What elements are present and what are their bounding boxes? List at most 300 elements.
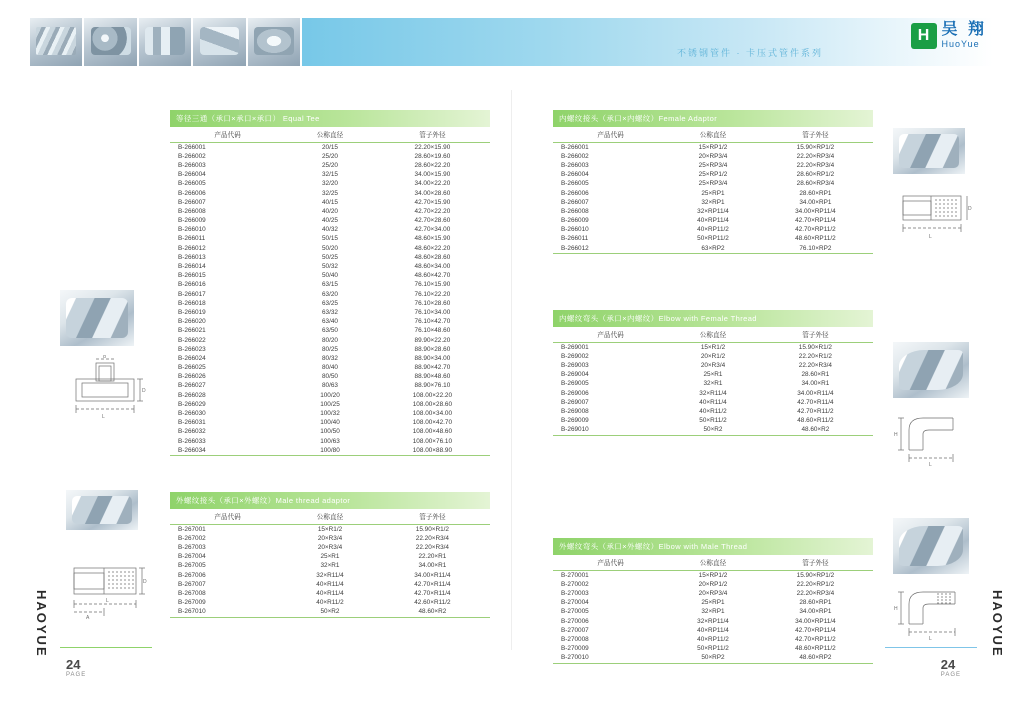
product-photo-elbow-male [893, 518, 969, 574]
table-body-equal-tee [170, 143, 490, 456]
table-row [170, 180, 490, 189]
cell-code: B-270001 [561, 571, 589, 579]
cell-od: 88.90×34.00 [414, 354, 451, 362]
cell-dn: 40×R11/4 [316, 580, 344, 588]
table-row [170, 226, 490, 235]
cell-od: 42.70×RP11/2 [795, 635, 836, 643]
cell-dn: 80/20 [321, 336, 338, 344]
table-row [170, 217, 490, 226]
cell-dn: 15×RP1/2 [698, 143, 728, 151]
cell-code: B-266009 [178, 217, 206, 225]
footer-brand-left: HAOYUE [34, 590, 49, 658]
cell-code: B-266005 [561, 180, 589, 188]
table-row [553, 417, 873, 426]
cell-dn: 40×RP11/2 [697, 226, 729, 234]
table-row [170, 244, 490, 253]
table-male-adaptor [170, 509, 490, 617]
product-photo-elbow-female [893, 342, 969, 398]
cell-code: B-266014 [178, 263, 206, 271]
cell-dn: 15×R1/2 [700, 343, 726, 351]
cell-od: 108.00×42.70 [412, 419, 453, 427]
cell-code: B-269002 [561, 352, 589, 360]
company-logo [911, 22, 987, 51]
cell-code: B-266023 [178, 345, 206, 353]
cell-od: 15.90×R1/2 [798, 343, 832, 351]
cell-dn: 32×RP1 [701, 198, 725, 206]
cell-code: B-266003 [561, 161, 589, 169]
cell-od: 42.70×RP11/4 [795, 626, 836, 634]
cell-od: 42.70×R11/4 [797, 398, 834, 406]
cell-od: 48.60×15.90 [414, 235, 451, 243]
cell-od: 22.20×R3/4 [798, 361, 832, 369]
cell-od: 48.60×R2 [801, 426, 830, 434]
cell-dn: 20×RP3/4 [698, 589, 728, 597]
drawing-elbow-female [893, 404, 973, 466]
cell-dn: 32×RP11/4 [697, 617, 729, 625]
cell-dn: 20×R3/4 [700, 361, 726, 369]
cell-od: 22.20×RP1/2 [796, 580, 835, 588]
cell-code: B-267004 [178, 553, 206, 561]
svg-text:L: L [106, 598, 109, 604]
cell-od: 108.00×22.20 [412, 391, 453, 399]
section-title-elbow-female: 内螺纹弯头（承口×内螺纹）Elbow with Female Thread [553, 310, 873, 327]
page-word-left: PAGE [66, 672, 87, 678]
cell-code: B-266030 [178, 410, 206, 418]
table-equal-tee [170, 127, 490, 455]
table-row [170, 446, 490, 455]
cell-od: 34.00×R11/4 [414, 571, 451, 579]
cell-code: B-267007 [178, 580, 206, 588]
cell-code: B-266015 [178, 272, 206, 280]
cell-od: 76.10×48.60 [414, 327, 451, 335]
table-header-row [553, 127, 873, 143]
section-elbow-female [553, 310, 873, 436]
cell-od: 34.00×RP11/4 [795, 207, 836, 215]
cell-code: B-266016 [178, 281, 206, 289]
cell-od: 108.00×28.60 [412, 400, 453, 408]
cell-dn: 25×RP1 [701, 189, 725, 197]
cell-od: 108.00×48.60 [412, 428, 453, 436]
banner-photo-elbow [193, 18, 245, 66]
cell-od: 22.20×R1/2 [798, 352, 832, 360]
table-row [553, 189, 873, 198]
cell-dn: 25×RP3/4 [698, 161, 728, 169]
banner-gradient-bar [302, 18, 993, 66]
cell-code: B-269008 [561, 407, 589, 415]
cell-dn: 20×RP1/2 [698, 580, 728, 588]
cell-od: 108.00×76.10 [412, 437, 453, 445]
table-row [170, 364, 490, 373]
table-header-row [170, 127, 490, 143]
table-row [553, 171, 873, 180]
footer-page-left [66, 657, 86, 678]
cell-od: 34.00×RP1 [799, 198, 832, 206]
cell-dn: 40/32 [321, 226, 338, 234]
cell-code: B-266008 [561, 207, 589, 215]
cell-code: B-266017 [178, 290, 206, 298]
cell-code: B-266009 [561, 217, 589, 225]
table-row [170, 400, 490, 409]
cell-dn: 40/15 [321, 198, 338, 206]
table-header-row [170, 509, 490, 525]
cell-dn: 100/80 [320, 446, 340, 454]
cell-code: B-267009 [178, 599, 206, 607]
svg-text:L: L [929, 462, 932, 466]
table-row [553, 180, 873, 189]
cell-code: B-269009 [561, 417, 589, 425]
cell-od: 88.90×48.60 [414, 373, 451, 381]
cell-dn: 50×RP11/2 [697, 235, 729, 243]
svg-text:H: H [894, 432, 898, 438]
cell-code: B-266006 [561, 189, 589, 197]
table-row [170, 373, 490, 382]
cell-dn: 20/15 [321, 143, 338, 151]
table-row [170, 318, 490, 327]
cell-code: B-266004 [561, 171, 589, 179]
cell-dn: 50×RP11/2 [697, 645, 729, 653]
cell-dn: 40×R11/4 [316, 589, 344, 597]
table-row [553, 198, 873, 207]
cell-od: 42.70×RP11/4 [795, 217, 836, 225]
footer-rule-left [60, 647, 152, 648]
product-photo-male-adaptor [66, 490, 138, 530]
cell-code: B-266003 [178, 161, 206, 169]
table-row [170, 143, 490, 153]
table-row [553, 217, 873, 226]
cell-code: B-267001 [178, 525, 206, 533]
cell-code: B-266022 [178, 336, 206, 344]
table-row [553, 589, 873, 598]
col-code: 产品代码 [170, 509, 285, 525]
cell-code: B-266002 [178, 152, 206, 160]
cell-od: 22.20×RP3/4 [796, 589, 835, 597]
cell-dn: 40×R11/4 [699, 398, 727, 406]
cell-od: 76.10×28.60 [414, 299, 451, 307]
cell-code: B-270007 [561, 626, 589, 634]
table-row [170, 336, 490, 345]
cell-od: 108.00×88.90 [412, 446, 453, 454]
table-row [553, 207, 873, 216]
page-banner [30, 18, 993, 66]
section-male-adaptor [170, 492, 490, 618]
cell-code: B-269003 [561, 361, 589, 369]
cell-od: 28.60×RP1/2 [796, 171, 835, 179]
cell-dn: 40/25 [321, 217, 338, 225]
cell-code: B-266011 [561, 235, 589, 243]
table-row [553, 389, 873, 398]
svg-text:H: H [894, 606, 898, 612]
col-dn: 公称直径 [668, 127, 758, 143]
cell-dn: 63/25 [321, 299, 338, 307]
cell-od: 34.00×15.90 [414, 171, 451, 179]
cell-od: 22.20×R3/4 [415, 543, 449, 551]
cell-dn: 32/20 [321, 180, 338, 188]
page-number-left: 24 [66, 657, 81, 672]
table-row [170, 272, 490, 281]
cell-od: 34.00×R1 [801, 380, 830, 388]
table-row [170, 281, 490, 290]
table-row [553, 244, 873, 253]
cell-dn: 32×R11/4 [316, 571, 344, 579]
cell-od: 88.90×42.70 [414, 364, 451, 372]
cell-od: 42.60×R11/2 [414, 599, 451, 607]
cell-code: B-266005 [178, 180, 206, 188]
svg-text:L: L [929, 636, 932, 640]
table-row [553, 571, 873, 581]
cell-dn: 63×RP2 [701, 244, 725, 252]
cell-code: B-269010 [561, 426, 589, 434]
cell-od: 22.20×15.90 [414, 143, 451, 151]
cell-od: 34.00×22.20 [414, 180, 451, 188]
cell-code: B-266006 [178, 189, 206, 197]
banner-photo-fitting-group [84, 18, 136, 66]
cell-dn: 25×R1 [703, 371, 723, 379]
cell-dn: 40×R11/2 [316, 599, 344, 607]
table-row [170, 308, 490, 317]
cell-od: 48.60×R11/2 [797, 417, 834, 425]
drawing-elbow-male [893, 578, 973, 640]
table-row [553, 226, 873, 235]
col-od: 管子外径 [375, 127, 490, 143]
section-elbow-male [553, 538, 873, 664]
cell-code: B-266020 [178, 318, 206, 326]
banner-photo-assorted [248, 18, 300, 66]
col-code: 产品代码 [170, 127, 285, 143]
cell-od: 48.60×RP11/2 [795, 645, 836, 653]
cell-code: B-269004 [561, 371, 589, 379]
table-row [170, 553, 490, 562]
table-row [170, 198, 490, 207]
cell-code: B-266011 [178, 235, 206, 243]
table-row [553, 343, 873, 353]
banner-photo-valve [139, 18, 191, 66]
col-code: 产品代码 [553, 127, 668, 143]
table-body-female-adaptor [553, 143, 873, 254]
table-row [170, 543, 490, 552]
cell-od: 22.20×RP3/4 [796, 161, 835, 169]
banner-caption: 不锈钢管件 · 卡压式管件系列 [677, 48, 823, 58]
table-row [170, 345, 490, 354]
cell-code: B-266001 [178, 143, 206, 151]
cell-code: B-266028 [178, 391, 206, 399]
cell-od: 48.60×28.60 [414, 253, 451, 261]
cell-od: 48.60×RP11/2 [795, 235, 836, 243]
table-elbow-female [553, 327, 873, 435]
cell-dn: 100/25 [320, 400, 340, 408]
cell-code: B-266012 [178, 244, 206, 252]
cell-dn: 40×RP11/2 [697, 635, 729, 643]
section-title-male-adaptor: 外螺纹接头（承口×外螺纹）Male thread adaptor [170, 492, 490, 509]
cell-od: 22.20×R1 [418, 553, 447, 561]
cell-code: B-266021 [178, 327, 206, 335]
table-row [553, 380, 873, 389]
table-row [553, 152, 873, 161]
cell-code: B-266013 [178, 253, 206, 261]
table-row [553, 371, 873, 380]
table-row [170, 409, 490, 418]
footer-page-right [941, 657, 961, 678]
cell-dn: 25×R1 [320, 553, 340, 561]
table-row [170, 152, 490, 161]
cell-dn: 50/15 [321, 235, 338, 243]
logo-text-cn: 吴 翔 [941, 21, 987, 38]
cell-dn: 80/50 [321, 373, 338, 381]
cell-od: 28.60×RP1 [799, 599, 832, 607]
section-title-elbow-male: 外螺纹弯头（承口×外螺纹）Elbow with Male Thread [553, 538, 873, 555]
section-female-adaptor [553, 110, 873, 254]
footer-rule-right [885, 647, 977, 648]
col-dn: 公称直径 [285, 509, 375, 525]
cell-od: 42.70×34.00 [414, 226, 451, 234]
cell-code: B-270008 [561, 635, 589, 643]
table-row [170, 207, 490, 216]
svg-text:L: L [929, 234, 932, 240]
cell-code: B-266032 [178, 428, 206, 436]
table-row [553, 645, 873, 654]
table-row [553, 426, 873, 435]
cell-dn: 20×R3/4 [317, 543, 343, 551]
table-row [553, 361, 873, 370]
cell-code: B-266010 [561, 226, 589, 234]
cell-code: B-269006 [561, 389, 589, 397]
cell-code: B-266012 [561, 244, 589, 252]
cell-dn: 25×RP1/2 [698, 171, 728, 179]
table-row [170, 437, 490, 446]
logo-mark-icon: H [911, 23, 937, 49]
cell-code: B-267010 [178, 608, 206, 616]
cell-od: 28.60×R1 [801, 371, 830, 379]
cell-code: B-266001 [561, 143, 589, 151]
cell-od: 42.70×15.90 [414, 198, 451, 206]
cell-code: B-266002 [561, 152, 589, 160]
table-body-male-adaptor [170, 525, 490, 617]
table-body-elbow-male [553, 571, 873, 663]
cell-dn: 80/63 [321, 382, 338, 390]
table-row [553, 599, 873, 608]
cell-dn: 50×R2 [703, 426, 723, 434]
table-row [553, 580, 873, 589]
drawing-female-adaptor [893, 182, 973, 240]
table-row [170, 589, 490, 598]
col-code: 产品代码 [553, 555, 668, 571]
cell-od: 42.70×22.20 [414, 207, 451, 215]
cell-od: 22.20×RP3/4 [796, 152, 835, 160]
cell-od: 22.20×R3/4 [415, 534, 449, 542]
cell-od: 42.70×R11/4 [414, 589, 451, 597]
col-dn: 公称直径 [668, 327, 758, 343]
cell-dn: 63/15 [321, 281, 338, 289]
cell-code: B-267008 [178, 589, 206, 597]
cell-od: 89.90×22.20 [414, 336, 451, 344]
table-row [170, 391, 490, 400]
cell-od: 48.60×42.70 [414, 272, 451, 280]
cell-dn: 25×RP1 [701, 599, 725, 607]
cell-od: 28.60×RP3/4 [796, 180, 835, 188]
table-row [553, 654, 873, 663]
cell-code: B-270002 [561, 580, 589, 588]
cell-code: B-266004 [178, 171, 206, 179]
cell-code: B-266007 [561, 198, 589, 206]
table-header-row [553, 555, 873, 571]
cell-od: 28.60×22.20 [414, 161, 451, 169]
cell-dn: 50×R11/2 [699, 417, 727, 425]
svg-text:d: d [103, 355, 106, 360]
cell-dn: 32×R1 [703, 380, 723, 388]
cell-od: 28.60×RP1 [799, 189, 832, 197]
cell-code: B-266034 [178, 446, 206, 454]
col-code: 产品代码 [553, 327, 668, 343]
table-row [170, 419, 490, 428]
svg-text:L: L [102, 414, 105, 420]
table-row [553, 617, 873, 626]
table-row [170, 235, 490, 244]
table-row [170, 534, 490, 543]
cell-dn: 32×R1 [320, 562, 340, 570]
cell-dn: 20×R3/4 [317, 534, 343, 542]
svg-text:D: D [142, 388, 146, 394]
table-row [170, 189, 490, 198]
cell-code: B-266010 [178, 226, 206, 234]
table-row [553, 635, 873, 644]
cell-dn: 40×RP11/4 [697, 217, 729, 225]
table-row [170, 299, 490, 308]
table-row [553, 143, 873, 153]
table-row [170, 290, 490, 299]
cell-dn: 50×R2 [320, 608, 340, 616]
table-body-elbow-female [553, 343, 873, 435]
cell-od: 108.00×34.00 [412, 410, 453, 418]
table-row [553, 407, 873, 416]
cell-dn: 25/20 [321, 161, 338, 169]
cell-dn: 32/15 [321, 171, 338, 179]
table-row [170, 608, 490, 617]
cell-od: 88.90×76.10 [414, 382, 451, 390]
section-equal-tee [170, 110, 490, 456]
cell-code: B-267002 [178, 534, 206, 542]
cell-od: 15.90×R1/2 [415, 525, 449, 533]
cell-dn: 15×RP1/2 [698, 571, 728, 579]
cell-dn: 20×RP3/4 [698, 152, 728, 160]
cell-od: 48.60×34.00 [414, 263, 451, 271]
cell-dn: 40×RP11/4 [697, 626, 729, 634]
table-row [170, 354, 490, 363]
cell-od: 88.90×28.60 [414, 345, 451, 353]
cell-code: B-266019 [178, 308, 206, 316]
cell-code: B-266025 [178, 364, 206, 372]
cell-dn: 80/32 [321, 354, 338, 362]
table-elbow-male [553, 555, 873, 663]
table-row [553, 398, 873, 407]
cell-code: B-270010 [561, 654, 589, 662]
table-row [170, 382, 490, 391]
table-row [170, 562, 490, 571]
cell-od: 76.10×42.70 [414, 318, 451, 326]
cell-code: B-270005 [561, 608, 589, 616]
cell-dn: 80/40 [321, 364, 338, 372]
cell-code: B-267006 [178, 571, 206, 579]
cell-od: 15.90×RP1/2 [796, 143, 835, 151]
cell-code: B-266033 [178, 437, 206, 445]
cell-dn: 63/32 [321, 308, 338, 316]
table-row [170, 171, 490, 180]
cell-dn: 50/40 [321, 272, 338, 280]
page-gutter-divider [511, 90, 512, 650]
cell-od: 76.10×34.00 [414, 308, 451, 316]
cell-od: 15.90×RP1/2 [796, 571, 835, 579]
cell-dn: 32×RP11/4 [697, 207, 729, 215]
cell-dn: 20×R1/2 [700, 352, 726, 360]
page-number-right: 24 [940, 657, 956, 672]
